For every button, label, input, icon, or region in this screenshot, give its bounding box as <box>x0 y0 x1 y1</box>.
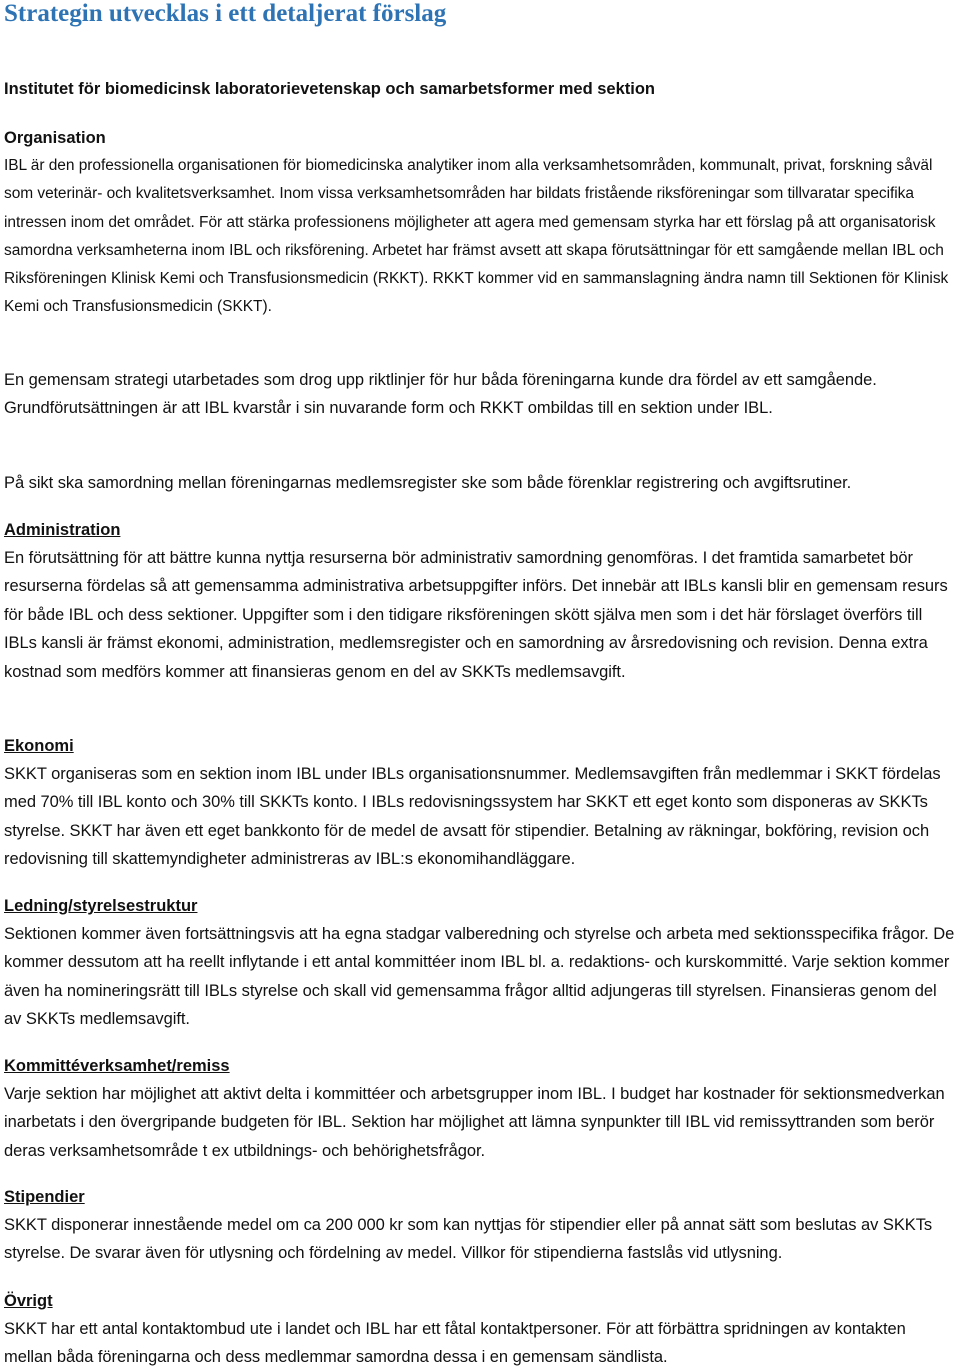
document-subtitle: Institutet för biomedicinsk laboratorievetenskap och samarbetsformer med sektion <box>4 80 656 98</box>
section-paragraph: En förutsättning för att bättre kunna nyttja resurserna bör administrativ samordning genomföras. I det framtida samarbetet bör resurserna fördelas så att gemensamma administrativa arbetsuppgifter införs. Det innebär att IBLs kansli blir en gemensam resurs för både IBL och dess sektioner. Uppgifter som i den tidigare riksföreningen skött själva men som i det här förslaget överförs till IBLs kansli är främst ekonomi, administration, medlemsregister och en samordning av årsredovisning och revision. Denna extra kostnad som medförs kommer att finansieras genom en del av SKKTs medlemsavgift. <box>4 549 948 681</box>
section-heading-stipendier: Stipendier <box>4 1188 85 1206</box>
section-heading-administration: Administration <box>4 521 121 539</box>
section-ekonomi <box>4 732 956 874</box>
section-paragraph: På sikt ska samordning mellan föreningarnas medlemsregister ske som både förenklar registrering och avgiftsrutiner. <box>4 474 852 492</box>
section-ledning <box>4 892 956 1034</box>
section-paragraph: Varje sektion har möjlighet att aktivt delta i kommittéer och arbetsgrupper inom IBL. I budget har kostnader för sektionsmedverkan inarbetats i den övergripande budgeten för IBL. Sektion har möjlighet att lämna synpunkter till IBL vid remissyttranden som berör deras verksamhetsområde t ex utbildnings- och behörighetsfrågor. <box>4 1085 945 1160</box>
section-paragraph: En gemensam strategi utarbetades som drog upp riktlinjer för hur båda föreningarna kunde dra fördel av ett samgående. Grundförutsättningen är att IBL kvarstår i sin nuvarande form och RKKT ombildas till en sektion under IBL. <box>4 371 877 418</box>
document-title: Strategin utvecklas i ett detaljerat förslag <box>4 0 447 27</box>
section-organisation-continued <box>4 366 956 423</box>
section-paragraph: Sektionen kommer även fortsättningsvis att ha egna stadgar valberedning och styrelse och arbeta med sektionsspecifika frågor. De kommer dessutom att ha reellt inflytande i ett antal kommittéer inom IBL bl. a. redaktions- och kurskommitté. Varje sektion kommer även ha nomineringsrätt till IBLs styrelse och skall vid gemensamma frågor alltid adjungeras till styrelsen. Finansieras genom del av SKKTs medlemsavgift. <box>4 925 955 1029</box>
section-stipendier <box>4 1183 956 1268</box>
section-heading-ovrigt: Övrigt <box>4 1292 53 1310</box>
section-paragraph: SKKT organiseras som en sektion inom IBL under IBLs organisationsnummer. Medlemsavgiften från medlemmar i SKKT fördelas med 70% till IBL konto och 30% till SKKTs konto. I IBLs redovisningssystem har SKKT ett eget konto som disponeras av SKKTs styrelse. SKKT har även ett eget bankkonto för de medel de avsatt för stipendier. Betalning av räkningar, bokföring, revision och redovisning till skattemyndigheter administreras av IBL:s ekonomihandläggare. <box>4 765 941 869</box>
section-paragraph: IBL är den professionella organisationen för biomedicinska analytiker inom alla verksamhetsområden, kommunalt, privat, forskning såväl som veterinär- och kvalitetsverksamhet. Inom vissa verksamhetsområden har bildats fristående riksföreningar som tillvaratar specifika intressen inom det området. För att stärka professionens möjligheter att agera med gemensam styrka har ett förslag på att organisatorisk samordna verksamheterna inom IBL och riksförening. Arbetet har främst avsett att skapa förutsättningar för ett samgående mellan IBL och Riksföreningen Klinisk Kemi och Transfusionsmedicin (RKKT). RKKT kommer vid en sammanslagning ändra namn till Sektionen för Klinisk Kemi och Transfusionsmedicin (SKKT). <box>4 157 949 316</box>
section-heading-kommitte: Kommittéverksamhet/remiss <box>4 1057 230 1075</box>
document-page <box>4 0 956 1367</box>
section-ovrigt <box>4 1287 956 1372</box>
section-organisation-note <box>4 469 956 497</box>
section-paragraph: SKKT disponerar innestående medel om ca 200 000 kr som kan nyttjas för stipendier eller på annat sätt som beslutas av SKKTs styrelse. De svarar även för utlysning och fördelning av medel. Villkor för stipendierna fastslås vid utlysning. <box>4 1216 933 1263</box>
section-heading-ekonomi: Ekonomi <box>4 737 74 755</box>
section-paragraph: SKKT har ett antal kontaktombud ute i landet och IBL har ett fåtal kontaktpersoner. För att förbättra spridningen av kontakten mellan båda föreningarna och dess medlemmar samordna dessa i en gemensam sändlista. <box>4 1320 906 1367</box>
section-organisation <box>4 124 956 322</box>
section-heading-organisation: Organisation <box>4 129 106 147</box>
section-heading-ledning: Ledning/styrelsestruktur <box>4 897 198 915</box>
section-kommitte <box>4 1052 956 1165</box>
section-administration <box>4 516 956 686</box>
